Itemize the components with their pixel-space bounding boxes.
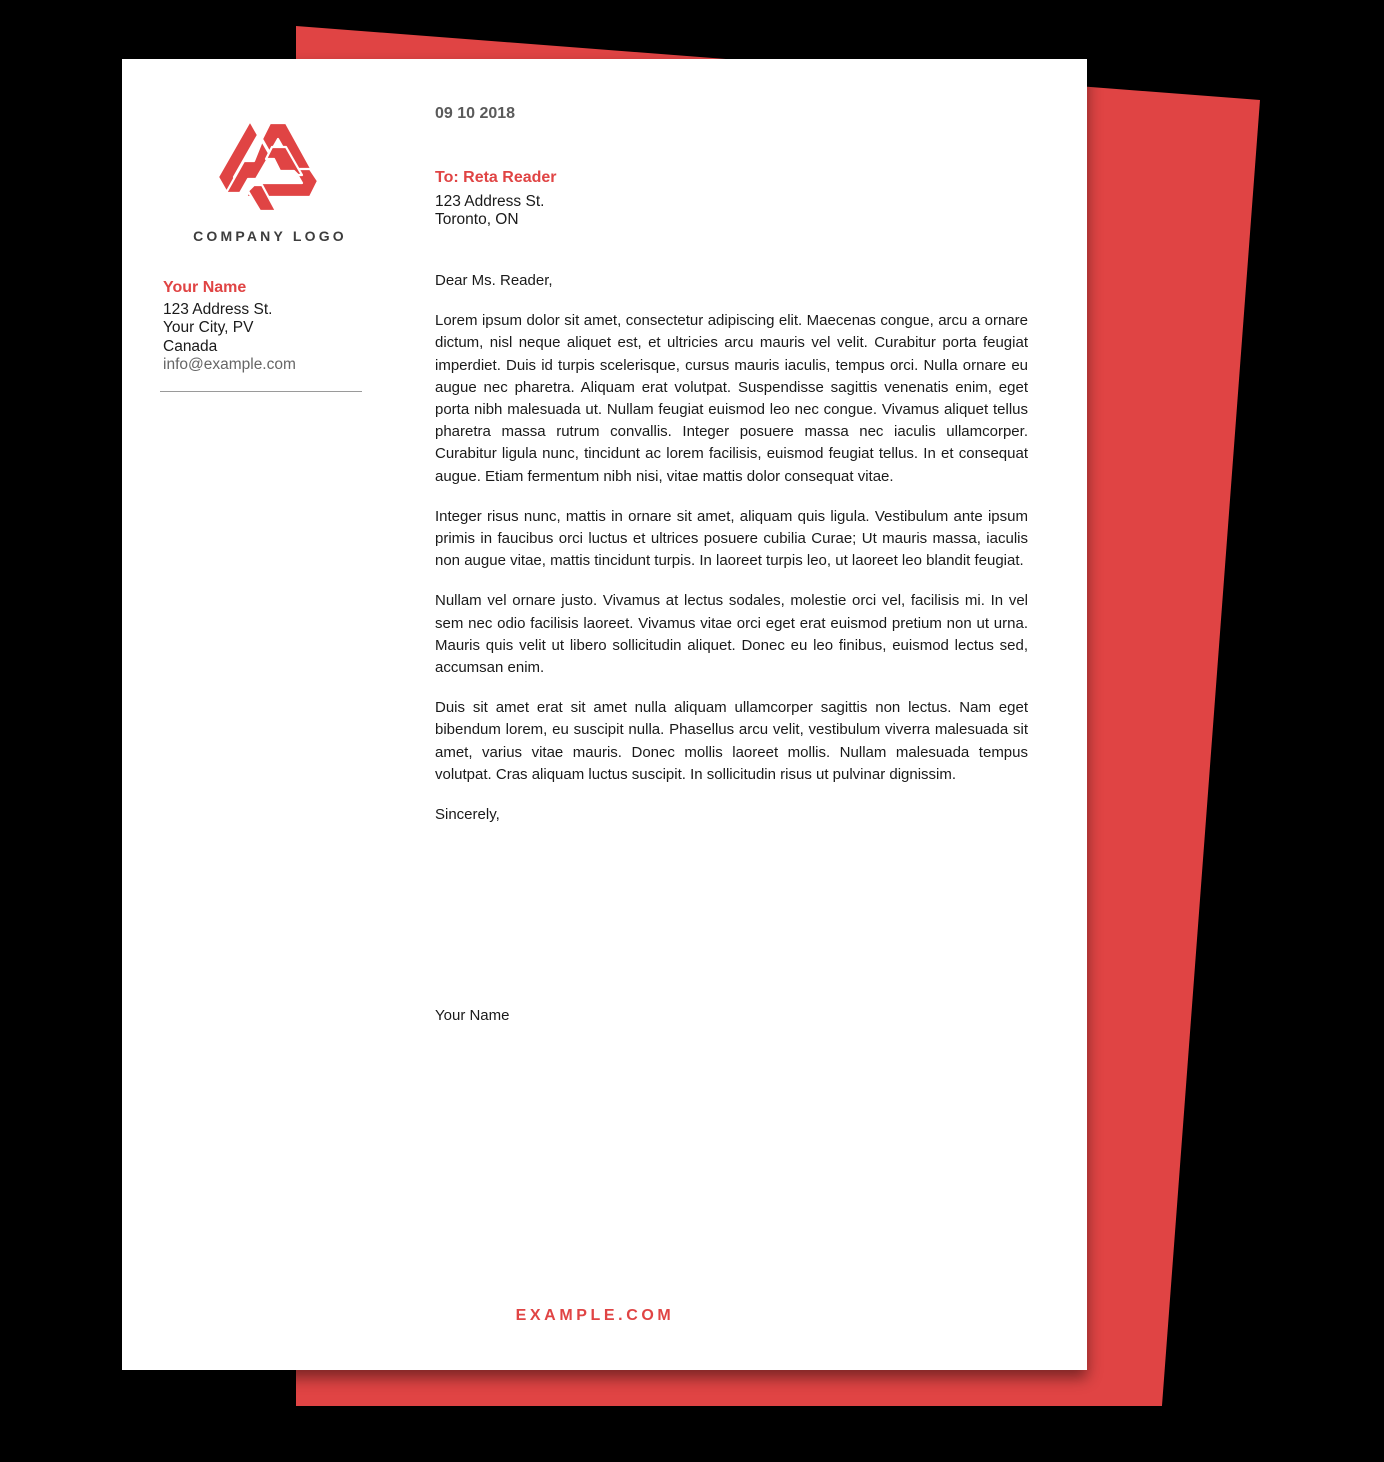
closing: Sincerely, <box>435 806 500 824</box>
sender-country: Canada <box>163 337 218 355</box>
recipient-name: To: Reta Reader <box>435 169 557 186</box>
sender-divider <box>160 391 362 392</box>
company-logo-text: COMPANY LOGO <box>193 228 347 244</box>
recipient-address-line1: 123 Address St. <box>435 192 545 210</box>
triangle-knot-logo-icon <box>218 119 322 214</box>
sender-name: Your Name <box>163 279 247 296</box>
body-paragraph-2: Integer risus nunc, mattis in ornare sit amet, aliquam quis ligula. Vestibulum ante ipsum primis in faucibus orci luctus et ultrices posuere cubilia Curae; Ut mauris massa, iaculis non augue vitae, mattis tincidunt turpis. In laoreet turpis leo, ut laoreet leo blandit feugiat. <box>435 507 1028 570</box>
sender-address-line2: Your City, PV <box>163 319 254 336</box>
sender-email: info@example.com <box>163 356 296 373</box>
salutation: Dear Ms. Reader, <box>435 272 553 289</box>
letter-body <box>435 270 1028 826</box>
recipient-block <box>435 169 557 230</box>
sender-block <box>163 279 383 375</box>
signature-name: Your Name <box>435 1007 510 1024</box>
letter-date: 09 10 2018 <box>435 105 516 122</box>
body-paragraph-1: Lorem ipsum dolor sit amet, consectetur adipiscing elit. Maecenas congue, arcu a ornare dictum, nisl neque aliquet est, et ultricies arcu mauris vel velit. Curabitur porta feugiat imperdiet. Duis id turpis scelerisque, cursus mauris iaculis, tempus orci. Nulla ornare eu augue nec pharetra. Aliquam erat volutpat. Suspendisse sagittis venenatis enim, eget porta nibh malesuada ut. Nullam feugiat euismod leo nec congue. Vivamus aliquet tellus pharetra massa rutrum convallis. Integer posuere massa nec iaculis ullamcorper. Curabitur ligula nunc, tincidunt ac lorem facilisis, euismod feugiat tellus. In et consequat augue. Etiam fermentum nibh nisi, vitae mattis dolor consequat vitae. <box>435 312 1028 485</box>
sender-address-line1: 123 Address St. <box>163 300 273 318</box>
footer-website: EXAMPLE.COM <box>515 1307 675 1324</box>
body-paragraph-4: Duis sit amet erat sit amet nulla aliquam ullamcorper sagittis non lectus. Nam eget bibendum lorem, eu suscipit nulla. Phasellus arcu velit, vestibulum viverra malesuada sit amet, varius vitae mauris. Donec mollis laoreet mollis. Nullam malesuada tempus volutpat. Cras aliquam luctus suscipit. In sollicitudin risus ut pulvinar dignissim. <box>435 699 1028 783</box>
body-paragraph-3: Nullam vel ornare justo. Vivamus at lectus sodales, molestie orci vel, facilisis mi. In vel sem nec odio facilisis laoreet. Vivamus vitae orci eget erat euismod pretium non ut urna. Mauris quis velit ut libero sollicitudin aliquet. Donec eu leo finibus, euismod lectus sed, accumsan enim. <box>435 592 1028 677</box>
recipient-address-line2: Toronto, ON <box>435 211 519 228</box>
